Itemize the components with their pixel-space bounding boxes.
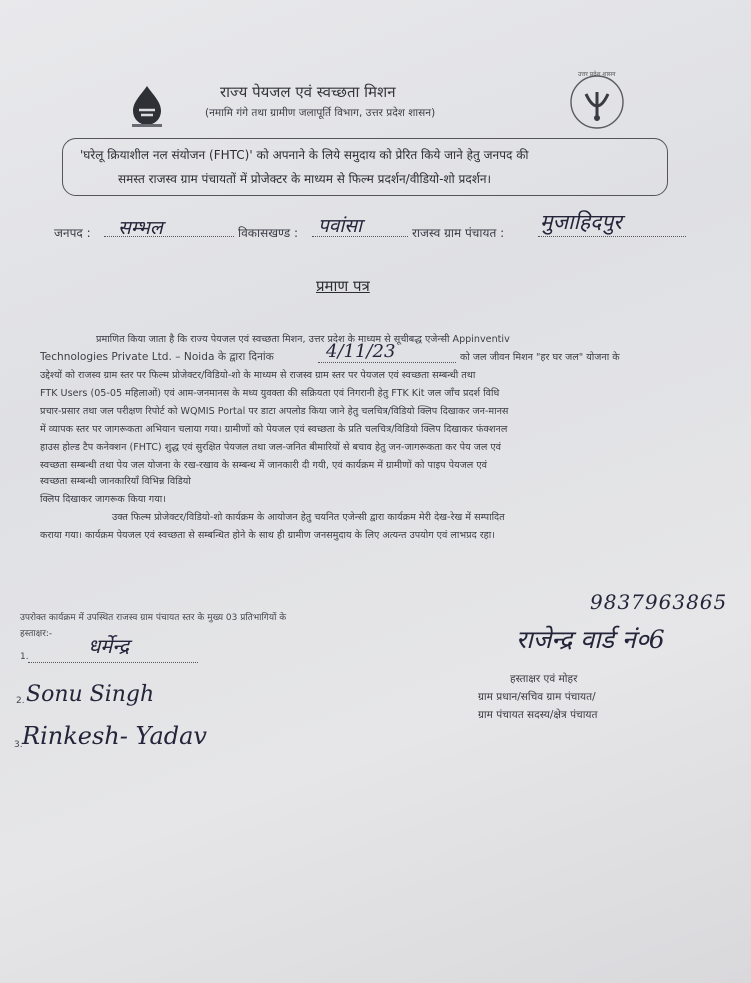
org-title: राज्य पेयजल एवं स्वच्छता मिशन [220, 83, 396, 101]
banner-line-2: समस्त राजस्व ग्राम पंचायतों में प्रोजेक्टर के माध्यम से फिल्म प्रदर्शन/वीडियो-शो प्रदर्शन। [118, 172, 492, 186]
seal-label: हस्ताक्षर एवं मोहर [510, 673, 578, 685]
body-line-9: स्वच्छता सम्बन्धी जानकारियाँ विभिन्न विडियो [40, 476, 191, 487]
body-line-7: हाउस होल्ड टैप कनेक्शन (FHTC) शुद्ध एवं सुरक्षित पेयजल तथा जल-जनित बीमारियों से बचाव हेतु जन-जागरूकता कर पेय जल एवं [40, 442, 502, 453]
signatory-role-1: ग्राम प्रधान/सचिव ग्राम पंचायत/ [478, 691, 596, 703]
water-mission-logo [128, 84, 166, 130]
panchayat-value: मुजाहिदपुर [540, 210, 622, 234]
panchayat-line [538, 236, 686, 237]
emblem-text: उत्तर प्रदेश शासन [578, 71, 616, 78]
body-line-8: स्वच्छता सम्बन्धी तथा पेय जल योजना के रख-रखाव के सम्बन्ध में जानकारी दी गयी, एवं कार्यक्रम में ग्रामीणों को पाइप पेयजल एवं [40, 460, 488, 471]
program-date: 4/11/23 [326, 341, 396, 362]
participant-signature-3: Rinkesh- Yadav [22, 722, 207, 750]
body-line-5: प्रचार-प्रसार तथा जल परीक्षण रिपोर्ट को WQMIS Portal पर डाटा अपलोड किया जाने हेतु चलचित्र/विडियो क्लिप दिखाकर जन-मानस [40, 406, 509, 417]
participant-signature-2: Sonu Singh [26, 682, 155, 707]
signatory-role-2: ग्राम पंचायत सदस्य/क्षेत्र पंचायत [478, 709, 598, 721]
body-line-4: FTK Users (05-05 महिलाओं) एवं आम-जनमानस के मध्य युवक्ता की सक्रियता एवं निगरानी हेतु FTK Kit जल जाँच प्रदर्श विधि [40, 388, 500, 399]
participants-intro-1: उपरोक्त कार्यक्रम में उपस्थित राजस्व ग्राम पंचायत स्तर के मुख्य 03 प्रतिभागियों के [20, 613, 287, 623]
banner-line-1: 'घरेलू क्रियाशील नल संयोजन (FHTC)' को अपनाने के लिये समुदाय को प्रेरित किये जाने हेतु जनपद की [80, 148, 529, 162]
block-label: विकासखण्ड : [238, 226, 299, 240]
certificate-title: प्रमाण पत्र [316, 277, 370, 295]
district-label: जनपद : [54, 226, 91, 240]
participants-intro-2: हस्ताक्षर:- [20, 629, 53, 639]
participant-number-3: 3. [14, 740, 23, 750]
district-value: सम्भल [118, 217, 163, 239]
participant-number-2: 2. [16, 696, 25, 706]
participant-line-1 [28, 662, 198, 663]
block-value: पवांसा [318, 215, 363, 237]
signatory-phone: 9837963865 [590, 590, 728, 614]
para2-line-2: कराया गया। कार्यक्रम पेयजल एवं स्वच्छता से सम्बन्धित होने के साथ ही ग्रामीण जनसमुदाय के लिए अत्यन्त उपयोग एवं लाभप्रद रहा। [40, 530, 495, 541]
body-line-3: उद्देश्यों को राजस्व ग्राम स्तर पर फिल्म प्रोजेक्टर/विडियो-शो के माध्यम से राजस्व ग्राम स्तर पर पेयजल एवं स्वच्छता सम्बन्धी तथा [40, 370, 476, 381]
body-line-10: क्लिप दिखाकर जागरूक किया गया। [40, 494, 166, 505]
body-line-6: में व्यापक स्तर पर जागरूकता अभियान चलाया गया। ग्रामीणों को पेयजल एवं स्वच्छता के प्रति चलचित्र/विडियो क्लिप दिखाकर फंक्शनल [40, 424, 508, 435]
signatory-signature: राजेन्द्र वार्ड नं०6 [516, 625, 665, 654]
body-line-2b: को जल जीवन मिशन "हर घर जल" योजना के [460, 352, 620, 363]
para2-line-1: उक्त फिल्म प्रोजेक्टर/विडियो-शो कार्यक्रम के आयोजन हेतु चयनित एजेन्सी द्वारा कार्यक्रम मेरी देख-रेख में सम्पादित [112, 512, 505, 523]
body-line-1: प्रमाणित किया जाता है कि राज्य पेयजल एवं स्वच्छता मिशन, उत्तर प्रदेश के माध्यम से सूचीबद्ध एजेन्सी Appinventiv [96, 334, 510, 345]
participant-number-1: 1. [20, 652, 29, 662]
up-govt-emblem [566, 74, 628, 130]
participant-signature-1: धर्मेन्द्र [88, 634, 130, 658]
date-line [318, 362, 456, 363]
org-subtitle: (नमामि गंगे तथा ग्रामीण जलापूर्ति विभाग, उत्तर प्रदेश शासन) [205, 107, 436, 119]
body-line-2a: Technologies Private Ltd. – Noida के द्वारा दिनांक [40, 351, 274, 363]
panchayat-label: राजस्व ग्राम पंचायत : [412, 226, 505, 240]
